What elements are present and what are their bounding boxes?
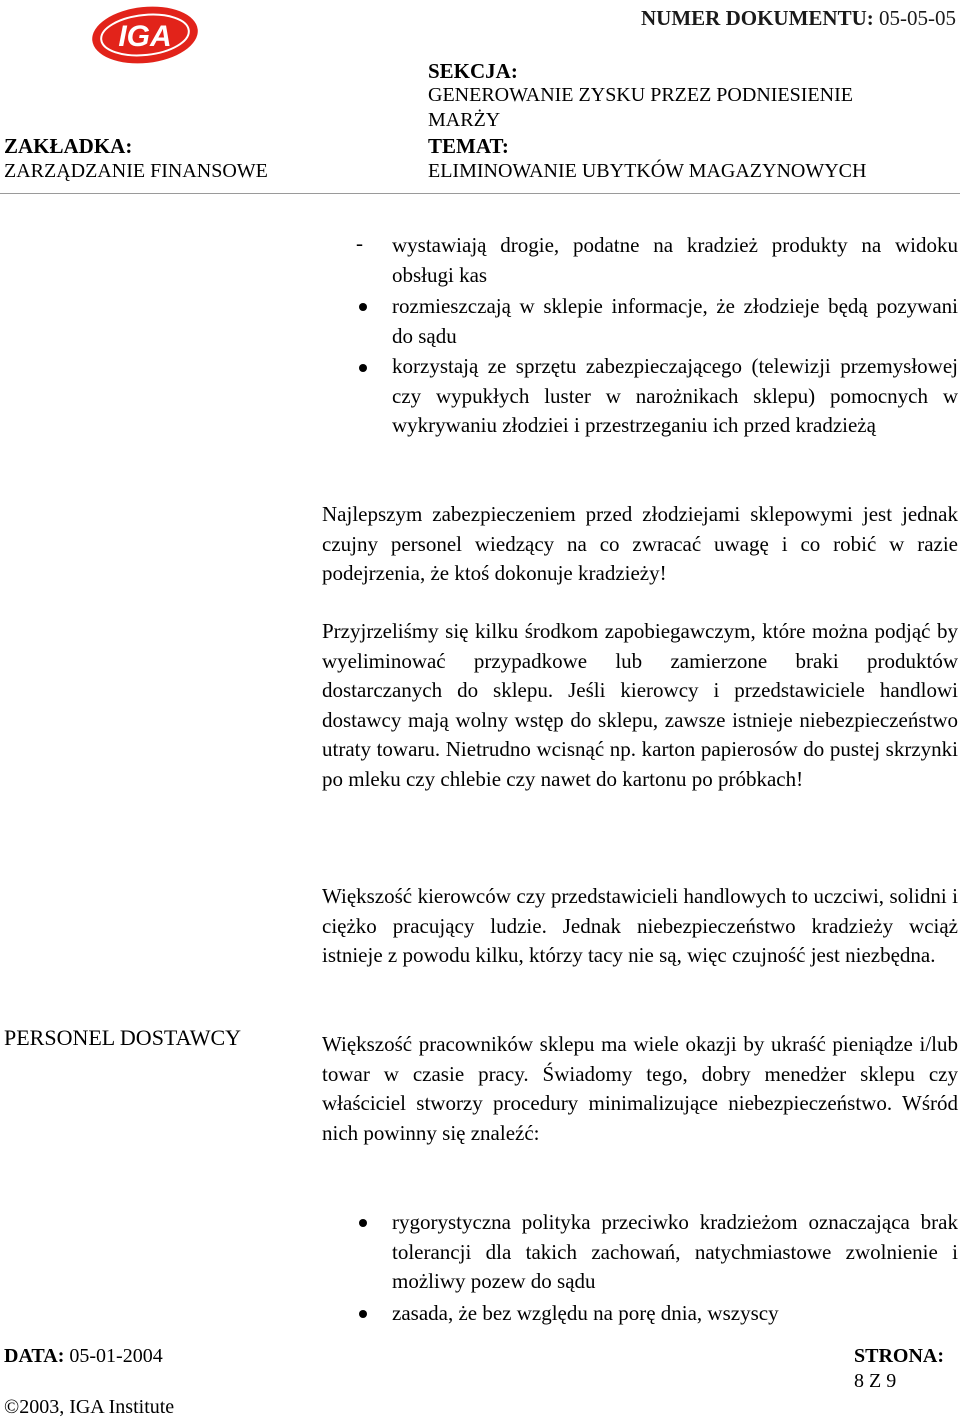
document-number	[641, 6, 956, 31]
list-item: zasada, że bez względu na porę dnia, wszyscy	[392, 1301, 779, 1325]
header-divider	[0, 193, 960, 194]
paragraph: Większość kierowców czy przedstawicieli handlowych to uczciwi, solidni i ciężko pracujący ludzie. Jednak niebezpieczeństwo kradzieży wciąż istnieje z powodu kilku, którzy tacy nie są, więc czujność jest niezbędna.	[322, 884, 958, 967]
list-item: wystawiają drogie, podatne na kradzież produkty na widoku obsługi kas	[392, 233, 958, 287]
bullet-icon	[359, 364, 367, 372]
bullet-icon	[359, 1219, 367, 1227]
paragraph: Przyjrzeliśmy się kilku środkom zapobiegawczym, które można podjąć by wyeliminować przypadkowe lub zamierzone braki produktów dostarczanych do sklepu. Jeśli kierowcy i przedstawiciele handlowi dostawcy mają wolny wstęp do sklepu, zawsze istnieje niebezpieczeństwo utraty towaru. Nietrudno wcisnąć np. karton papierosów do pustej skrzynki po mleku czy chlebie czy nawet do kartonu po próbkach!	[322, 619, 958, 791]
topic-label: TEMAT:	[428, 134, 509, 158]
list-item: korzystają ze sprzętu zabezpieczającego (telewizji przemysłowej czy wypukłych luster w narożnikach sklepu) pomocnych w wykrywaniu złodziei i przestrzeganiu ich przed kradzieżą	[392, 354, 958, 437]
copyright: ©2003, IGA Institute	[4, 1396, 175, 1418]
page-label: STRONA:	[854, 1345, 945, 1367]
iga-logo-text: IGA	[118, 20, 172, 53]
tab-value: ZARZĄDZANIE FINANSOWE	[4, 160, 268, 182]
list-item: rygorystyczna polityka przeciwko kradzieżom oznaczająca brak tolerancji dla takich zachowań, natychmiastowe zwolnienie i możliwy pozew do sądu	[392, 1210, 958, 1293]
date-label: DATA:	[4, 1345, 65, 1367]
document-number-label: NUMER DOKUMENTU:	[641, 6, 874, 30]
iga-logo	[90, 4, 200, 66]
side-heading: PERSONEL DOSTAWCY	[4, 1025, 242, 1050]
document-number-value: 05-05-05	[879, 6, 956, 30]
list-marker-dash: -	[356, 231, 363, 255]
page-value: 8 Z 9	[854, 1370, 897, 1392]
topic-value: ELIMINOWANIE UBYTKÓW MAGAZYNOWYCH	[428, 160, 867, 182]
section-value-line1: GENEROWANIE ZYSKU PRZEZ PODNIESIENIE	[428, 84, 853, 106]
section-label: SEKCJA:	[428, 59, 518, 83]
list-item: rozmieszczają w sklepie informacje, że złodzieje będą pozywani do sądu	[392, 294, 958, 348]
iga-logo-graphic	[90, 4, 200, 66]
bullet-icon	[359, 1310, 367, 1318]
paragraph: Najlepszym zabezpieczeniem przed złodziejami sklepowymi jest jednak czujny personel wiedzący na co zwracać uwagę i co robić w razie podejrzenia, że ktoś dokonuje kradzieży!	[322, 502, 958, 585]
section-value-line2: MARŻY	[428, 109, 501, 131]
bullet-icon	[359, 303, 367, 311]
date-value: 05-01-2004	[69, 1345, 163, 1367]
date	[4, 1345, 163, 1368]
tab-label: ZAKŁADKA:	[4, 134, 133, 158]
paragraph: Większość pracowników sklepu ma wiele okazji by ukraść pieniądze i/lub towar w czasie pracy. Świadomy tego, dobry menedżer sklepu czy właściciel stworzy procedury minimalizujące niebezpieczeństwo. Wśród nich powinny się znaleźć:	[322, 1032, 958, 1145]
